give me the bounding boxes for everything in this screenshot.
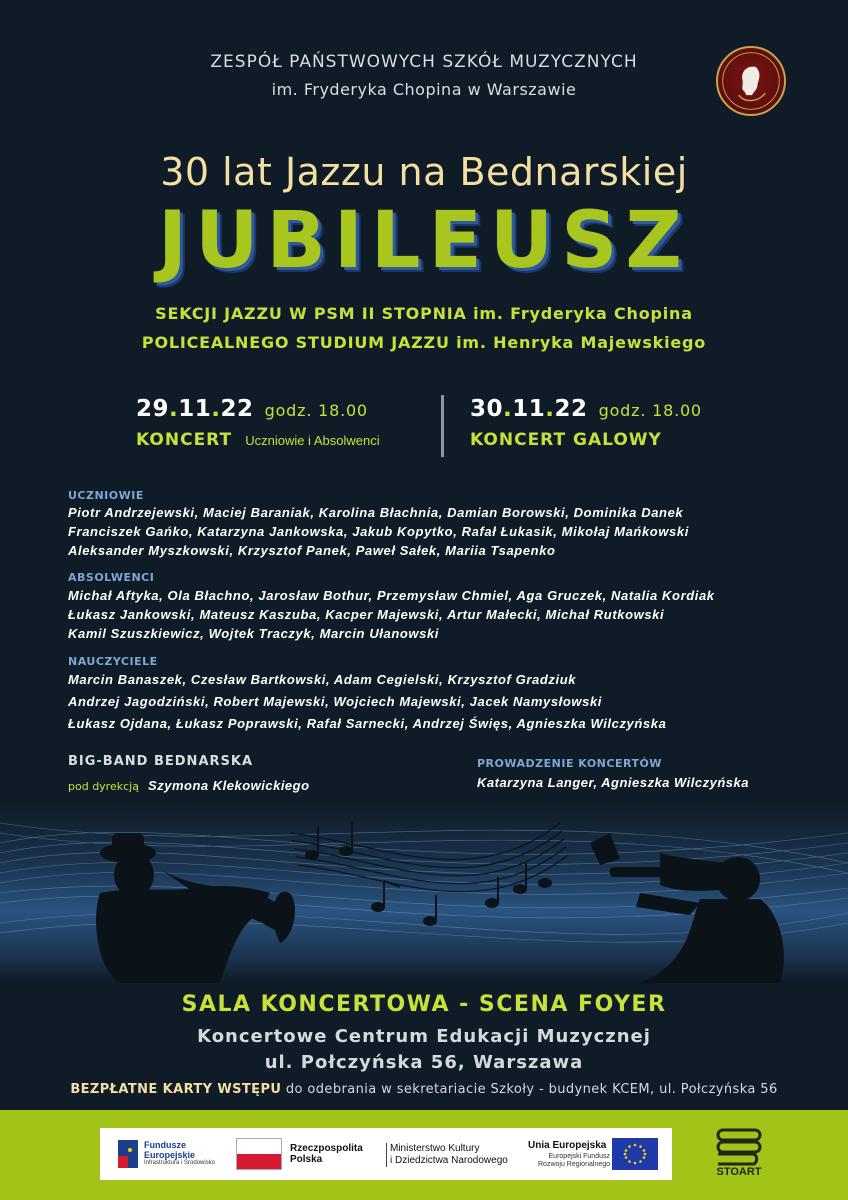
ue-subtitle — [538, 1153, 610, 1169]
ministry-logo-text — [386, 1143, 508, 1167]
fe-title-2: Europejskie — [144, 1150, 196, 1160]
rp-logo-text — [290, 1143, 363, 1165]
stoart-text: STOART — [716, 1166, 762, 1178]
concert-1-month: 11 — [178, 396, 212, 422]
concert-1-label-row — [136, 430, 380, 450]
list-line: Kamil Szuszkiewicz, Wojtek Traczyk, Marcin Ułanowski — [68, 626, 440, 641]
list-line: Franciszek Gańko, Katarzyna Jankowska, Jakub Kopytko, Rafał Łukasik, Mikołaj Mańkowski — [68, 524, 689, 539]
event-main-title: JUBILEUSZ — [158, 196, 690, 286]
venue-hall: SALA KONCERTOWA - SCENA FOYER — [181, 992, 667, 1017]
poland-flag-icon — [236, 1138, 282, 1170]
fundusze-europejskie-icon — [118, 1140, 138, 1168]
concert-2-label: KONCERT GALOWY — [470, 430, 662, 450]
ue-sub-1: Europejski Fundusz — [548, 1153, 610, 1160]
list-line: Marcin Banaszek, Czesław Bartkowski, Adam Cegielski, Krzysztof Gradziuk — [68, 672, 577, 687]
event-headline: 30 lat Jazzu na Bednarskiej — [160, 150, 688, 194]
bigband-conductor-row — [68, 775, 310, 794]
list-line: Łukasz Ojdana, Łukasz Poprawski, Rafał Sarnecki, Andrzej Święs, Agnieszka Wilczyńska — [68, 716, 667, 731]
list-line: Aleksander Myszkowski, Krzysztof Panek, Paweł Sałek, Mariia Tsapenko — [68, 543, 556, 558]
list-line: Michał Aftyka, Ola Błachno, Jarosław Bothur, Przemysław Chmiel, Aga Gruczek, Natalia Kordiak — [68, 588, 715, 603]
teachers-heading: NAUCZYCIELE — [68, 655, 158, 668]
concert-2-year: 22 — [554, 396, 588, 422]
tickets-rest: do odebrania w sekretariacie Szkoły - budynek KCEM, ul. Połczyńska 56 — [281, 1082, 778, 1097]
school-patron: im. Fryderyka Chopina w Warszawie — [271, 80, 577, 99]
list-line: Łukasz Jankowski, Mateusz Kaszuba, Kacper Majewski, Artur Małecki, Michał Rutkowski — [68, 607, 665, 622]
concert-2-day: 30 — [470, 396, 504, 422]
event-subtitle-1: SEKCJI JAZZU W PSM II STOPNIA im. Fryderyka Chopina — [155, 304, 693, 323]
mk-line-1: Ministerstwo Kultury — [390, 1143, 480, 1154]
ue-title: Unia Europejska — [528, 1140, 607, 1151]
ue-sub-2: Rozwoju Regionalnego — [538, 1161, 610, 1168]
hosts-heading: PROWADZENIE KONCERTÓW — [477, 757, 662, 770]
fe-title — [144, 1140, 195, 1160]
bigband-conductor: Szymona Klekowickiego — [148, 778, 310, 793]
fe-title-1: Fundusze — [144, 1140, 186, 1150]
students-heading: UCZNIOWIE — [68, 489, 144, 502]
list-line: Piotr Andrzejewski, Maciej Baraniak, Karolina Błachnia, Damian Borowski, Dominika Danek — [68, 505, 684, 520]
concert-1-label: KONCERT — [136, 430, 233, 450]
concert-2-date: 30.11.22 godz. 18.00 — [470, 396, 702, 422]
jazz-illustration — [0, 803, 848, 983]
school-logo — [716, 46, 786, 116]
concert-2-label-row — [470, 430, 662, 450]
students-list — [68, 503, 780, 560]
teachers-list — [68, 669, 780, 735]
list-line: Andrzej Jagodziński, Robert Majewski, Wojciech Majewski, Jacek Namysłowski — [68, 694, 603, 709]
bigband-pod-label: pod dyrekcją — [68, 780, 139, 793]
concert-1-date: 29.11.22 godz. 18.00 — [136, 396, 368, 422]
eu-flag-icon — [612, 1138, 658, 1170]
rp-line-1: Rzeczpospolita — [290, 1143, 363, 1154]
alumni-list — [68, 586, 780, 643]
date-divider — [441, 395, 444, 457]
venue-center: Koncertowe Centrum Edukacji Muzycznej — [197, 1026, 651, 1047]
mk-line-2: i Dziedzictwa Narodowego — [390, 1155, 508, 1166]
tickets-info — [0, 1082, 848, 1097]
fe-subtitle: Infrastruktura i Środowisko — [144, 1160, 216, 1166]
school-name: ZESPÓŁ PAŃSTWOWYCH SZKÓŁ MUZYCZNYCH — [210, 52, 638, 72]
concert-2-month: 11 — [512, 396, 546, 422]
hosts-names: Katarzyna Langer, Agnieszka Wilczyńska — [477, 775, 749, 790]
concert-1-day: 29 — [136, 396, 170, 422]
alumni-heading: ABSOLWENCI — [68, 571, 155, 584]
bigband-title: BIG-BAND BEDNARSKA — [68, 754, 254, 769]
concert-1-year: 22 — [220, 396, 254, 422]
rp-line-2: Polska — [290, 1154, 323, 1165]
concert-1-time: godz. 18.00 — [264, 401, 368, 420]
venue-address: ul. Połczyńska 56, Warszawa — [264, 1052, 584, 1073]
event-subtitle-2: POLICEALNEGO STUDIUM JAZZU im. Henryka Majewskiego — [141, 333, 707, 352]
tickets-bold: BEZPŁATNE KARTY WSTĘPU — [70, 1082, 282, 1097]
concert-1-sublabel: Uczniowie i Absolwenci — [245, 433, 380, 448]
concert-2-time: godz. 18.00 — [598, 401, 702, 420]
